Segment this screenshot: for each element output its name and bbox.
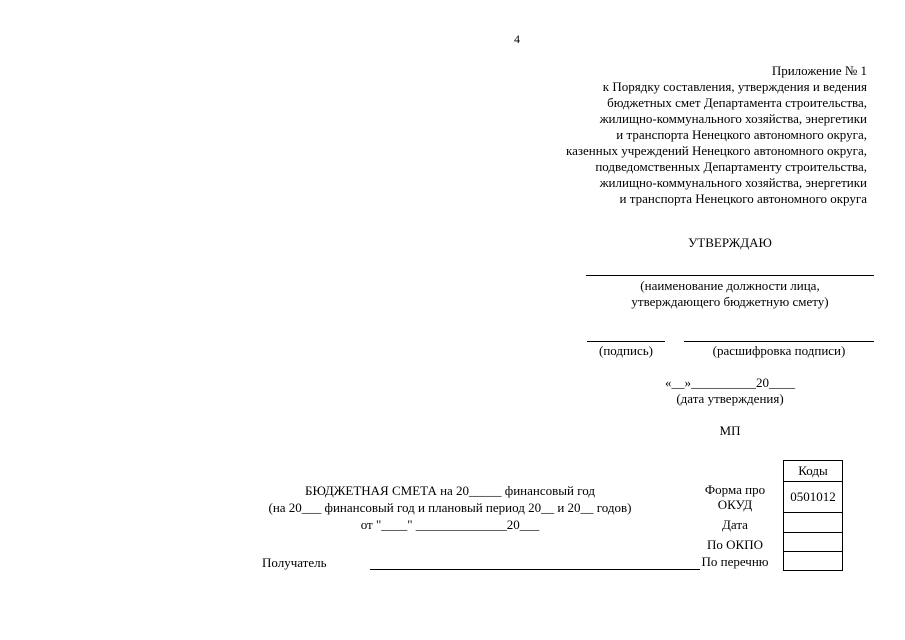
position-caption-2: утверждающего бюджетную смету): [631, 294, 829, 309]
okpo-label: По ОКПО: [707, 537, 763, 552]
okpo-value: [784, 533, 843, 552]
appendix-line: бюджетных смет Департамента строительства,: [607, 95, 867, 110]
appendix-line: подведомственных Департаменту строительства,: [595, 159, 867, 174]
budget-title: БЮДЖЕТНАЯ СМЕТА на 20_____ финансовый год: [305, 483, 595, 498]
approval-date-line: «__»__________20____: [665, 375, 795, 390]
appendix-line: казенных учреждений Ненецкого автономного округа,: [566, 143, 867, 158]
appendix-line: жилищно-коммунального хозяйства, энергетики: [599, 111, 867, 126]
codes-header: Коды: [784, 461, 843, 482]
budget-period: (на 20___ финансовый год и плановый период 20__ и 20__ годов): [268, 500, 632, 515]
signature-line: [587, 341, 665, 342]
recipient-label: Получатель: [262, 555, 327, 570]
codes-table: [783, 460, 843, 571]
appendix-line: Приложение № 1: [771, 63, 867, 78]
recipient-line: [370, 569, 700, 570]
approval-heading: УТВЕРЖДАЮ: [688, 235, 772, 250]
decoding-line: [684, 341, 874, 342]
okud-value: 0501012: [784, 482, 843, 513]
list-value: [784, 552, 843, 571]
date-label: Дата: [722, 517, 748, 532]
signature-caption: (подпись): [599, 343, 653, 358]
decoding-caption: (расшифровка подписи): [712, 343, 846, 358]
date-value: [784, 513, 843, 533]
okud-label: [690, 482, 780, 512]
budget-title-block: [230, 482, 670, 533]
okud-label-1: Форма про: [704, 482, 766, 497]
okud-label-2: ОКУД: [717, 497, 753, 512]
page-number: 4: [514, 32, 520, 46]
appendix-header: [447, 63, 867, 207]
appendix-line: к Порядку составления, утверждения и ведения: [602, 79, 867, 94]
budget-date: от "____" ______________20___: [360, 517, 540, 532]
appendix-line: и транспорта Ненецкого автономного округа: [619, 191, 867, 206]
appendix-line: жилищно-коммунального хозяйства, энергетики: [599, 175, 867, 190]
list-label: По перечню: [701, 554, 769, 569]
position-line: [586, 275, 874, 276]
approval-date-caption: (дата утверждения): [676, 391, 784, 406]
stamp-mark: МП: [719, 423, 741, 438]
appendix-line: и транспорта Ненецкого автономного округа,: [616, 127, 867, 142]
position-caption-1: (наименование должности лица,: [640, 278, 820, 293]
